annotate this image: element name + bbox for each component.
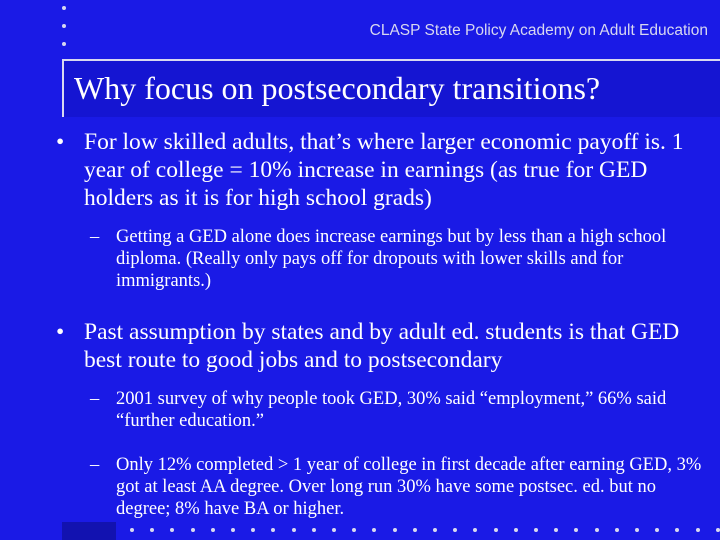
decorative-dot [393,528,397,532]
slide-content [0,128,720,534]
decorative-dot [292,528,296,532]
subbullet-item-2-2 [0,454,720,520]
subbullet-text: 2001 survey of why people took GED, 30% said “employment,” 66% said “further education.” [116,389,667,431]
header-banner-text: CLASP State Policy Academy on Adult Education [369,22,708,39]
decorative-dot [332,528,336,532]
decorative-dot [251,528,255,532]
decorative-dot [554,528,558,532]
decorative-dot [312,528,316,532]
decorative-dot [514,528,518,532]
dash-icon: – [90,455,100,475]
decorative-dot [211,528,215,532]
decorative-dot [595,528,599,532]
decorative-dot [534,528,538,532]
decorative-dot [494,528,498,532]
bullet-dot-icon: • [56,319,65,345]
decorative-dot [413,528,417,532]
decorative-dot [170,528,174,532]
decorative-dot [453,528,457,532]
decorative-dot [716,528,720,532]
decorative-dot [433,528,437,532]
decorative-dot [655,528,659,532]
bullet-text: Past assumption by states and by adult ed. students is that GED best route to good jobs and to postsecondary [84,319,680,373]
decorative-dot [191,528,195,532]
decorative-dot [696,528,700,532]
decorative-dot [372,528,376,532]
decorative-dot [675,528,679,532]
decorative-dots-bottom [130,528,720,532]
bullet-text: For low skilled adults, that’s where larger economic payoff is. 1 year of college = 10% increase in earnings (as true for GED holders as it is for high school grads) [84,129,684,211]
decorative-dot [635,528,639,532]
footer-bar [62,522,116,540]
decorative-dot [231,528,235,532]
bullet-item-1 [0,128,720,212]
decorative-dot [615,528,619,532]
decorative-dot [62,6,66,10]
decorative-dot [574,528,578,532]
subbullet-item-2-1 [0,388,720,432]
decorative-dot [271,528,275,532]
decorative-dot [352,528,356,532]
subbullet-item-1-1 [0,226,720,292]
decorative-dots-left [62,6,68,60]
decorative-dot [130,528,134,532]
decorative-dot [62,24,66,28]
bullet-item-2 [0,318,720,374]
decorative-dot [473,528,477,532]
bullet-dot-icon: • [56,129,65,155]
decorative-dot [150,528,154,532]
subbullet-text: Getting a GED alone does increase earnings but by less than a high school diploma. (Really only pays off for dropouts with lower skills and for immigrants.) [116,227,667,291]
slide-title: Why focus on postsecondary transitions? [74,70,601,106]
subbullet-text: Only 12% completed > 1 year of college in first decade after earning GED, 3% got at least AA degree. Over long run 30% have some postsec. ed. but no degree; 8% have BA or higher. [116,455,702,519]
dash-icon: – [90,227,100,247]
dash-icon: – [90,389,100,409]
decorative-dot [62,42,66,46]
